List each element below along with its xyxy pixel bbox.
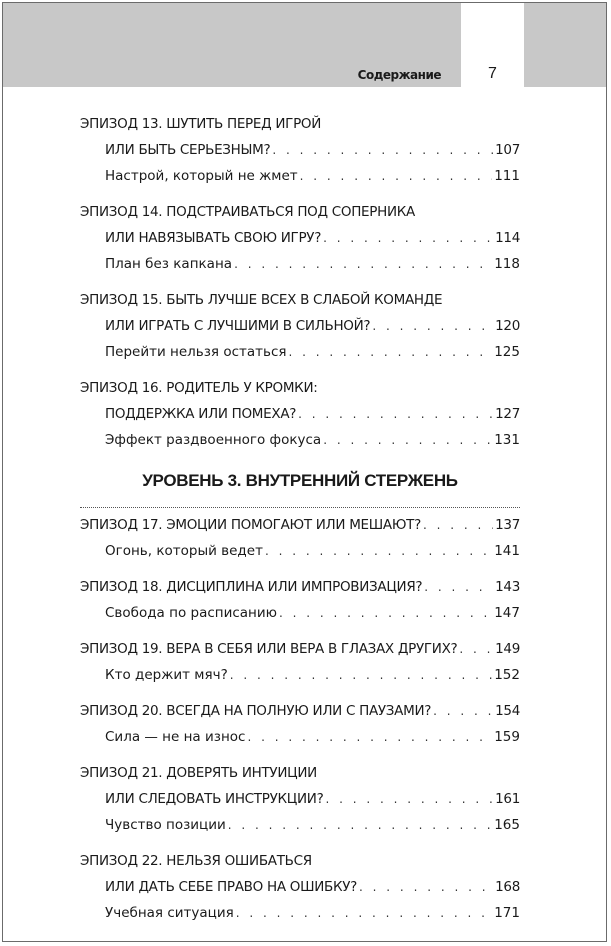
entry-title-text: ЭПИЗОД 15. БЫТЬ ЛУЧШЕ ВСЕХ В СЛАБОЙ КОМАНДЕ [80, 292, 443, 308]
toc-subentry[interactable] [80, 163, 520, 189]
toc-entry-title-cont[interactable] [80, 401, 520, 427]
page-ref: 137 [495, 517, 520, 533]
leader-dots [272, 137, 493, 163]
toc-episode-16 [80, 375, 520, 453]
table-of-contents [80, 111, 520, 936]
page-ref: 111 [494, 168, 520, 184]
toc-entry-title[interactable] [80, 375, 520, 401]
entry-title-text: ИЛИ СЛЕДОВАТЬ ИНСТРУКЦИИ? [105, 791, 324, 807]
toc-entry-title[interactable] [80, 698, 520, 724]
subentry-text: Кто держит мяч? [105, 667, 228, 683]
page-ref: 149 [495, 641, 520, 657]
leader-dots [372, 313, 493, 339]
page-number: 7 [488, 65, 497, 82]
leader-dots [289, 339, 493, 365]
entry-title-text: ИЛИ ДАТЬ СЕБЕ ПРАВО НА ОШИБКУ? [105, 879, 358, 895]
page-ref: 118 [494, 256, 520, 272]
leader-dots [279, 600, 492, 626]
toc-entry-title-cont[interactable] [80, 225, 520, 251]
level-heading: УРОВЕНЬ 3. ВНУТРЕННИЙ СТЕРЖЕНЬ [142, 471, 458, 490]
toc-entry-title[interactable] [80, 199, 520, 225]
page-ref: 107 [495, 142, 520, 158]
toc-episode-13 [80, 111, 520, 189]
toc-subentry[interactable] [80, 427, 520, 453]
entry-title-text: ПОДДЕРЖКА ИЛИ ПОМЕХА? [105, 406, 297, 422]
subentry-text: Свобода по расписанию [105, 605, 278, 621]
toc-subentry[interactable] [80, 339, 520, 365]
page-ref: 159 [494, 729, 520, 745]
toc-subentry[interactable] [80, 900, 520, 926]
toc-entry-title-cont[interactable] [80, 313, 520, 339]
toc-entry-title[interactable] [80, 848, 520, 874]
leader-dots [323, 225, 493, 251]
leader-dots [423, 512, 493, 538]
page-ref: 114 [495, 230, 520, 246]
toc-subentry[interactable] [80, 724, 520, 750]
page-ref: 141 [494, 543, 520, 559]
toc-entry-title-cont[interactable] [80, 137, 520, 163]
toc-entry-title[interactable] [80, 287, 520, 313]
toc-entry-title-cont[interactable] [80, 786, 520, 812]
toc-entry-title[interactable] [80, 636, 520, 662]
page-ref: 125 [494, 344, 520, 360]
toc-subentry[interactable] [80, 812, 520, 838]
leader-dots [300, 163, 493, 189]
entry-title-text: ИЛИ БЫТЬ СЕРЬЕЗНЫМ? [105, 142, 271, 158]
level-divider [80, 507, 520, 508]
toc-entry-title[interactable] [80, 760, 520, 786]
toc-entry-title[interactable] [80, 111, 520, 137]
entry-title-text: ЭПИЗОД 19. ВЕРА В СЕБЯ ИЛИ ВЕРА В ГЛАЗАХ ДРУГИХ? [80, 641, 458, 657]
toc-subentry[interactable] [80, 662, 520, 688]
leader-dots [265, 538, 492, 564]
page-ref: 154 [495, 703, 520, 719]
leader-dots [325, 786, 493, 812]
entry-title-text: ЭПИЗОД 18. ДИСЦИПЛИНА ИЛИ ИМПРОВИЗАЦИЯ? [80, 579, 423, 595]
entry-title-text: ЭПИЗОД 21. ДОВЕРЯТЬ ИНТУИЦИИ [80, 765, 317, 781]
page-ref: 165 [494, 817, 520, 833]
entry-title-text: ЭПИЗОД 14. ПОДСТРАИВАТЬСЯ ПОД СОПЕРНИКА [80, 204, 415, 220]
subentry-text: Чувство позиции [105, 817, 226, 833]
leader-dots [234, 251, 492, 277]
page-ref: 152 [494, 667, 520, 683]
toc-entry-title-cont[interactable] [80, 874, 520, 900]
leader-dots [236, 900, 492, 926]
page-ref: 161 [495, 791, 520, 807]
toc-subentry[interactable] [80, 538, 520, 564]
page-ref: 131 [494, 432, 520, 448]
leader-dots [459, 636, 493, 662]
entry-title-text: ЭПИЗОД 20. ВСЕГДА НА ПОЛНУЮ ИЛИ С ПАУЗАМИ? [80, 703, 432, 719]
entry-title-text: ЭПИЗОД 13. ШУТИТЬ ПЕРЕД ИГРОЙ [80, 116, 322, 132]
page-ref: 127 [495, 406, 520, 422]
toc-episode-17 [80, 512, 520, 564]
toc-episode-21 [80, 760, 520, 838]
entry-title-text: ИЛИ ИГРАТЬ С ЛУЧШИМИ В СИЛЬНОЙ? [105, 318, 371, 334]
toc-episode-14 [80, 199, 520, 277]
page-ref: 120 [495, 318, 520, 334]
toc-episode-22 [80, 848, 520, 926]
subentry-text: Эффект раздвоенного фокуса [105, 432, 322, 448]
toc-episode-19 [80, 636, 520, 688]
toc-subentry[interactable] [80, 600, 520, 626]
page-ref: 168 [495, 879, 520, 895]
entry-title-text: ЭПИЗОД 22. НЕЛЬЗЯ ОШИБАТЬСЯ [80, 853, 312, 869]
toc-episode-18 [80, 574, 520, 626]
leader-dots [424, 574, 493, 600]
leader-dots [298, 401, 493, 427]
page-ref: 147 [494, 605, 520, 621]
subentry-text: Учебная ситуация [105, 905, 234, 921]
leader-dots [247, 724, 492, 750]
running-head: Содержание [357, 68, 441, 82]
toc-entry-title[interactable] [80, 512, 520, 538]
leader-dots [433, 698, 493, 724]
subentry-text: План без капкана [105, 256, 233, 272]
subentry-text: Сила — не на износ [105, 729, 246, 745]
toc-subentry[interactable] [80, 251, 520, 277]
subentry-text: Огонь, который ведет [105, 543, 263, 559]
subentry-text: Перейти нельзя остаться [105, 344, 287, 360]
page-ref: 143 [495, 579, 520, 595]
toc-episode-20 [80, 698, 520, 750]
leader-dots [323, 427, 492, 453]
entry-title-text: ИЛИ НАВЯЗЫВАТЬ СВОЮ ИГРУ? [105, 230, 322, 246]
subentry-text: Настрой, который не жмет [105, 168, 298, 184]
toc-episode-15 [80, 287, 520, 365]
entry-title-text: ЭПИЗОД 17. ЭМОЦИИ ПОМОГАЮТ ИЛИ МЕШАЮТ? [80, 517, 421, 533]
leader-dots [359, 874, 493, 900]
page-ref: 171 [494, 905, 520, 921]
leader-dots [230, 662, 492, 688]
toc-entry-title[interactable] [80, 574, 520, 600]
leader-dots [228, 812, 492, 838]
entry-title-text: ЭПИЗОД 16. РОДИТЕЛЬ У КРОМКИ: [80, 380, 318, 396]
